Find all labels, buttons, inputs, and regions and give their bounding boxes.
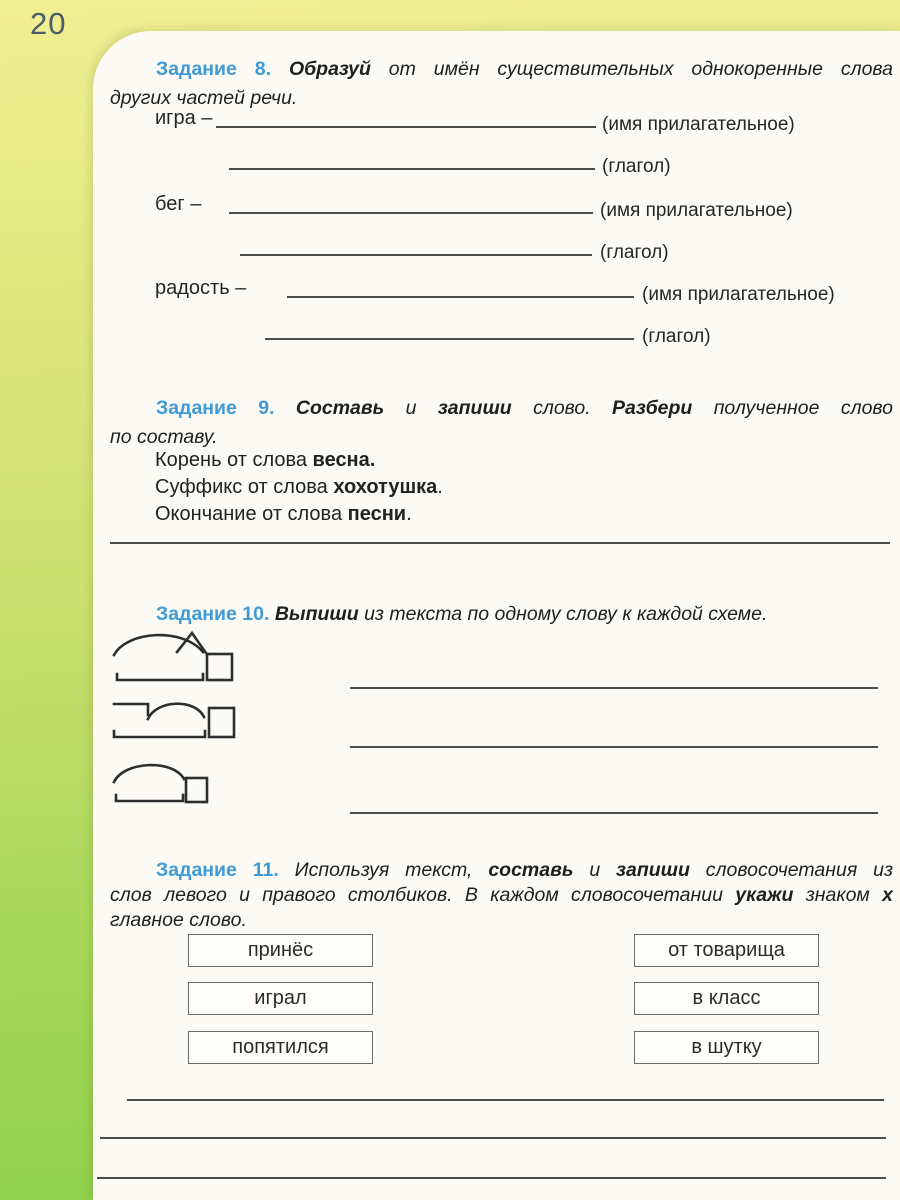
task9-heading-line2: по составу. xyxy=(110,426,218,448)
task11-left-word-1-label: принёс xyxy=(247,939,314,961)
task10-answer-line-3 xyxy=(350,812,878,814)
task10-heading xyxy=(110,600,893,629)
task10-answer-line-1 xyxy=(350,687,878,689)
task9-item-okonchanie xyxy=(155,503,412,526)
task11-left-word-2-label: играл xyxy=(254,987,307,1009)
task8-hint-4: (глагол) xyxy=(600,242,669,263)
task11-answer-line-1 xyxy=(127,1099,884,1101)
task8-label: Задание 8. xyxy=(156,58,272,80)
prefix-root-ending-scheme-icon xyxy=(112,697,245,743)
stem-bracket xyxy=(117,674,203,680)
task11-verb-3: укажи xyxy=(735,884,794,906)
task11-text-4: слов левого и правого столбиков. В каждом словосочетании xyxy=(110,884,723,906)
ending-square xyxy=(186,778,207,802)
task8-blank-line-1 xyxy=(216,126,596,128)
task9-item3-dot: . xyxy=(406,503,412,525)
task9-item3-text: Окончание от слова xyxy=(155,503,343,525)
task10-intro: из текста по одному слову к каждой схеме. xyxy=(364,603,768,625)
task11-text-2: и xyxy=(589,859,601,881)
task9-heading xyxy=(110,394,893,452)
task11-x-mark: х xyxy=(882,884,893,906)
task8-word-beg: бег – xyxy=(155,193,202,215)
task10-answer-line-2 xyxy=(350,746,878,748)
task11-right-word-1-label: от товарища xyxy=(668,939,785,961)
task9-heading-line1 xyxy=(110,394,893,423)
task11-heading-line1 xyxy=(110,858,893,883)
task8-hint-2: (глагол) xyxy=(602,156,671,177)
task11-left-word-2 xyxy=(188,982,373,1015)
task11-text-3: словосочетания из xyxy=(705,859,894,881)
ending-square xyxy=(209,708,234,737)
task8-heading-line1 xyxy=(110,55,893,84)
task9-verb-1: Составь xyxy=(295,397,385,419)
task9-text-3: полученное слово xyxy=(713,397,894,419)
task11-right-word-1 xyxy=(634,934,819,967)
task9-verb-2: запиши xyxy=(437,397,512,419)
task11-left-word-3 xyxy=(188,1031,373,1064)
task11-heading-line3: главное слово. xyxy=(110,909,247,931)
page-number: 20 xyxy=(30,6,67,41)
task9-item-suffiks xyxy=(155,476,443,499)
task9-item2-text: Суффикс от слова xyxy=(155,476,328,498)
task11-heading xyxy=(110,858,893,933)
task8-hint-6: (глагол) xyxy=(642,326,711,347)
task9-label: Задание 9. xyxy=(156,397,275,419)
task9-text-2: слово. xyxy=(533,397,591,419)
task11-text-1: Используя текст, xyxy=(294,859,473,881)
task9-item-koren xyxy=(155,449,375,472)
stem-bracket xyxy=(114,731,205,737)
task8-heading-line2: других частей речи. xyxy=(110,87,298,109)
task8-verb: Образуй xyxy=(288,58,371,80)
task8-hint-5: (имя прилагательное) xyxy=(642,284,835,305)
task11-verb-2: запиши xyxy=(616,859,690,881)
stem-bracket xyxy=(116,795,183,801)
task8-blank-line-4 xyxy=(240,254,592,256)
task8-intro: от имён существительных однокоренные слова xyxy=(388,58,894,80)
task9-item1-text: Корень от слова xyxy=(155,449,307,471)
task8-heading xyxy=(110,55,893,113)
task11-left-word-1 xyxy=(188,934,373,967)
task9-item1-word: весна. xyxy=(312,449,376,471)
task8-blank-line-2 xyxy=(229,168,595,170)
task8-blank-line-6 xyxy=(265,338,634,340)
root-arc xyxy=(148,704,204,719)
task10-label: Задание 10. xyxy=(156,603,270,625)
task8-word-radost: радость – xyxy=(155,277,247,299)
task10-verb: Выпиши xyxy=(274,603,359,625)
task9-item3-word: песни xyxy=(347,503,407,525)
task11-right-word-2-label: в класс xyxy=(692,987,761,1009)
task9-answer-line xyxy=(110,542,890,544)
task11-right-word-3-label: в шутку xyxy=(691,1036,762,1058)
root-arc xyxy=(114,765,184,782)
task9-verb-3: Разбери xyxy=(612,397,693,419)
task11-right-word-2 xyxy=(634,982,819,1015)
task8-hint-3: (имя прилагательное) xyxy=(600,200,793,221)
task11-label: Задание 11. xyxy=(156,859,279,881)
task11-left-word-3-label: попятился xyxy=(232,1036,329,1058)
task8-blank-line-3 xyxy=(229,212,593,214)
root-ending-scheme-icon xyxy=(112,759,224,807)
task11-answer-line-2 xyxy=(100,1137,886,1139)
task8-hint-1: (имя прилагательное) xyxy=(602,114,795,135)
task9-item2-dot: . xyxy=(437,476,443,498)
task8-word-igra: игра – xyxy=(155,107,213,129)
task8-blank-line-5 xyxy=(287,296,634,298)
task11-answer-line-3 xyxy=(97,1177,886,1179)
ending-square xyxy=(207,654,232,680)
task11-verb-1: составь xyxy=(488,859,574,881)
task11-text-5: знаком xyxy=(805,884,870,906)
task10-heading-line1 xyxy=(110,600,893,629)
task11-right-word-3 xyxy=(634,1031,819,1064)
task9-text-1: и xyxy=(405,397,417,419)
root-suffix-ending-scheme-icon xyxy=(112,627,237,684)
task9-item2-word: хохотушка xyxy=(333,476,438,498)
prefix-mark xyxy=(114,704,148,715)
task11-heading-line2 xyxy=(110,883,893,908)
